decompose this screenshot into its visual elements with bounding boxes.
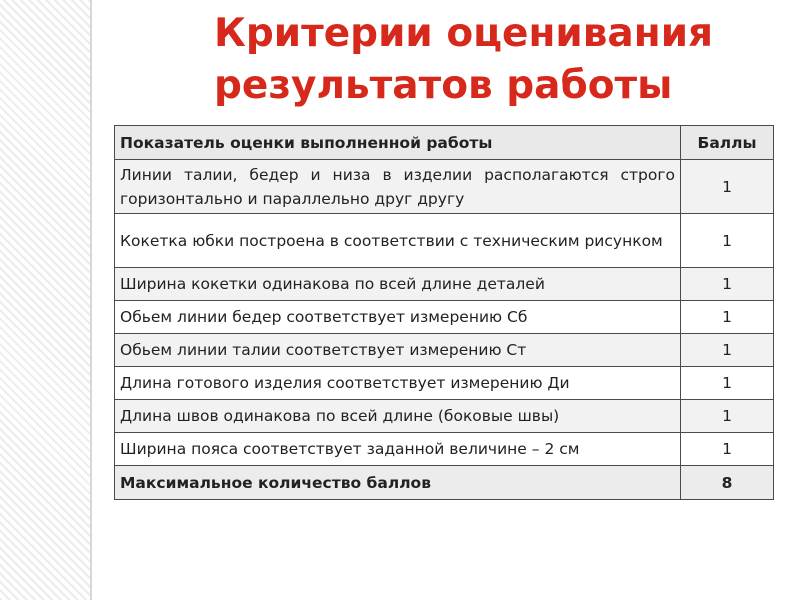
criterion-cell: Ширина кокетки одинакова по всей длине деталей: [115, 268, 681, 301]
points-cell: 1: [681, 433, 774, 466]
criterion-cell: Кокетка юбки построена в соответствии с техническим рисунком: [115, 214, 681, 268]
total-label-cell: Максимальное количество баллов: [115, 466, 681, 500]
total-points-cell: 8: [681, 466, 774, 500]
criterion-cell: Обьем линии бедер соответствует измерению Сб: [115, 301, 681, 334]
decorative-side-stripes: [0, 0, 92, 600]
criterion-cell: Обьем линии талии соответствует измерению Ст: [115, 334, 681, 367]
points-cell: 1: [681, 301, 774, 334]
table-row: [115, 268, 774, 301]
points-column-header: Баллы: [681, 126, 774, 160]
points-cell: 1: [681, 214, 774, 268]
points-cell: 1: [681, 367, 774, 400]
table-row: [115, 433, 774, 466]
points-cell: 1: [681, 160, 774, 214]
table-row: [115, 160, 774, 214]
slide-title: Критерии оценивания результатов работы: [214, 11, 714, 108]
criterion-cell: Длина готового изделия соответствует измерению Ди: [115, 367, 681, 400]
table-row: [115, 301, 774, 334]
table-row: [115, 214, 774, 268]
criteria-table: [114, 125, 774, 500]
table-row: [115, 367, 774, 400]
criterion-cell: Линии талии, бедер и низа в изделии располагаются строго горизонтально и параллельно друг другу: [115, 160, 681, 214]
table-total-row: [115, 466, 774, 500]
points-cell: 1: [681, 268, 774, 301]
criterion-column-header: Показатель оценки выполненной работы: [115, 126, 681, 160]
table-row: [115, 400, 774, 433]
points-cell: 1: [681, 334, 774, 367]
table-header-row: [115, 126, 774, 160]
table-row: [115, 334, 774, 367]
points-cell: 1: [681, 400, 774, 433]
criterion-cell: Длина швов одинакова по всей длине (боковые швы): [115, 400, 681, 433]
criterion-cell: Ширина пояса соответствует заданной величине – 2 см: [115, 433, 681, 466]
